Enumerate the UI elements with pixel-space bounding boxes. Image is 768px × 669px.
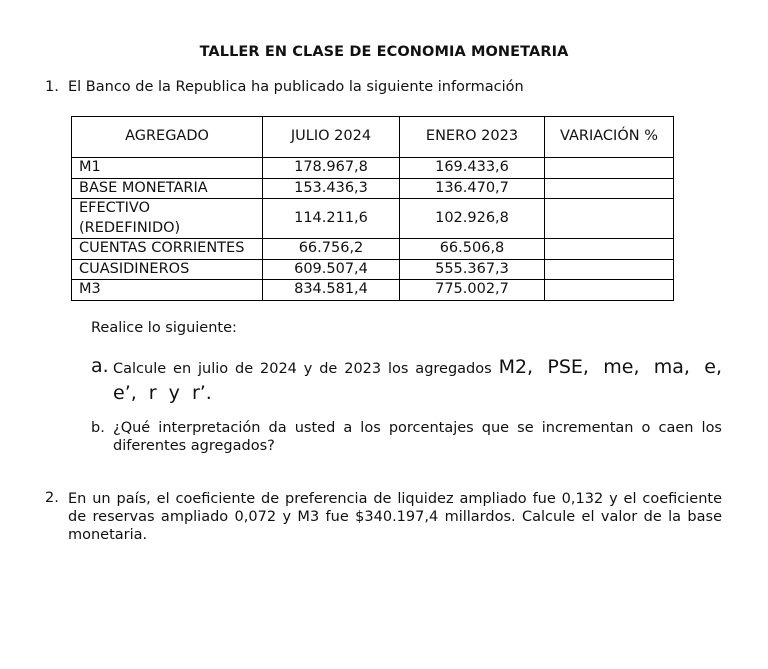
sub-question-b-letter: b. [91, 420, 105, 436]
row-julio: 114.211,6 [263, 199, 400, 239]
row-variacion [545, 280, 674, 301]
row-enero: 66.506,8 [400, 239, 545, 260]
row-julio: 153.436,3 [263, 178, 400, 199]
row-variacion [545, 158, 674, 179]
row-julio: 178.967,8 [263, 158, 400, 179]
table-row [72, 199, 674, 239]
table-row [72, 178, 674, 199]
instructions-text: Realice lo siguiente: [91, 320, 237, 336]
row-variacion [545, 178, 674, 199]
table-row [72, 239, 674, 260]
row-name: M1 [72, 158, 263, 179]
table-header-row [72, 117, 674, 158]
table-row [72, 259, 674, 280]
question-2-number: 2. [45, 490, 59, 506]
aggregates-table [71, 116, 674, 301]
row-julio: 834.581,4 [263, 280, 400, 301]
row-enero: 136.470,7 [400, 178, 545, 199]
sub-question-a-letter: a. [91, 355, 109, 377]
question-1-number: 1. [45, 79, 59, 95]
row-variacion [545, 239, 674, 260]
table-row [72, 280, 674, 301]
row-name: CUENTAS CORRIENTES [72, 239, 263, 260]
row-name: M3 [72, 280, 263, 301]
row-name: BASE MONETARIA [72, 178, 263, 199]
sub-question-a-text: Calcule en julio de 2024 y de 2023 los agregados [113, 361, 499, 377]
sub-question-a-aggregates: M2, PSE, me, ma, e, e’, r y r’. [113, 356, 722, 404]
row-julio: 609.507,4 [263, 259, 400, 280]
row-variacion [545, 259, 674, 280]
row-enero: 102.926,8 [400, 199, 545, 239]
row-variacion [545, 199, 674, 239]
header-agregado: AGREGADO [72, 117, 263, 158]
sub-question-b [91, 420, 722, 455]
question-2-text: En un país, el coeficiente de preferencia de liquidez ampliado fue 0,132 y el coeficiente de reservas ampliado 0,072 y M3 fue $340.197,4 millardos. Calcule el valor de la base monetaria. [68, 491, 722, 543]
row-name: EFECTIVO (REDEFINIDO) [72, 199, 263, 239]
header-julio-2024: JULIO 2024 [263, 117, 400, 158]
document-title: TALLER EN CLASE DE ECONOMIA MONETARIA [199, 44, 569, 60]
row-julio: 66.756,2 [263, 239, 400, 260]
header-enero-2023: ENERO 2023 [400, 117, 545, 158]
row-enero: 555.367,3 [400, 259, 545, 280]
row-enero: 169.433,6 [400, 158, 545, 179]
header-variacion: VARIACIÓN % [545, 117, 674, 158]
sub-question-a [91, 355, 722, 407]
question-1-text: El Banco de la Republica ha publicado la siguiente información [68, 79, 524, 95]
row-name: CUASIDINEROS [72, 259, 263, 280]
table-row [72, 158, 674, 179]
sub-question-b-text: ¿Qué interpretación da usted a los porcentajes que se incrementan o caen los diferentes agregados? [113, 420, 722, 454]
row-enero: 775.002,7 [400, 280, 545, 301]
